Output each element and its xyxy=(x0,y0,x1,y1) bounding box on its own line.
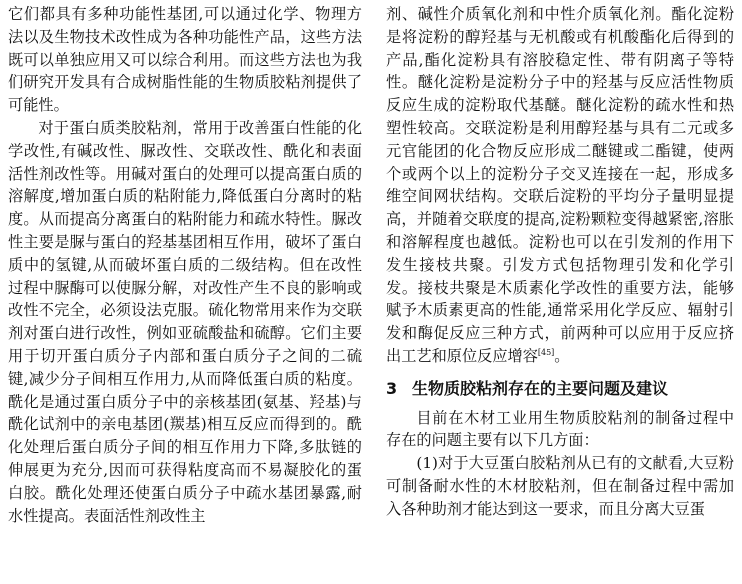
left-column xyxy=(8,3,362,527)
section-title: 生物质胶粘剂存在的主要问题及建议 xyxy=(412,378,669,398)
left-paragraph-2: 对于蛋白质类胶粘剂，常用于改善蛋白性能的化学改性,有碱改性、脲改性、交联改性、酰化和表面活性剂改性等。用碱对蛋白的处理可以提高蛋白质的溶解度,增加蛋白质的粘附能力,降低蛋白分离时的粘度。从而提高分离蛋白的粘附能力和疏水特性。脲改性主要是脲与蛋白的羟基基团相互作用，破坏了蛋白质中的氢键,从而破坏蛋白质的二级结构。但在改性过程中脲酶可以使脲分解，对改性产生不良的影响或改性不完全，必须设法克服。硫化物常用来作为交联剂对蛋白进行改性，例如亚硫酸盐和硫醇。它们主要用于切开蛋白质分子内部和蛋白质分子之间的二硫键,减少分子间相互作用力,从而降低蛋白质的粘度。酰化是通过蛋白质分子中的亲核基团(氨基、羟基)与酰化试剂中的亲电基团(羰基)相互反应而得到的。酰化处理后蛋白质分子间的相互作用力下降,多肽链的伸展更为充分,因而可获得粘度高而不易凝胶化的蛋白胶。酰化处理还使蛋白质分子中疏水基团暴露,耐水性提高。表面活性剂改性主 xyxy=(8,118,362,525)
section-number: 3 xyxy=(386,378,398,398)
right-paragraph-1 xyxy=(386,3,734,368)
right-paragraph-3: (1)对于大豆蛋白胶粘剂从已有的文献看,大豆粉可制备耐水性的木材胶粘剂，但在制备过程中需加入各种助剂才能达到这一要求，而且分离大豆蛋 xyxy=(386,454,734,518)
left-paragraph-1: 它们都具有多种功能性基团,可以通过化学、物理方法以及生物技术改性成为各种功能性产品，这些方法既可以单独应用又可以综合利用。而这些方法也为我们研究开发具有合成树脂性能的生物质胶粘剂提供了可能性。 xyxy=(8,5,362,115)
right-paragraph-2: 目前在木材工业用生物质胶粘剂的制备过程中存在的问题主要有以下几方面： xyxy=(386,408,734,450)
section-heading xyxy=(386,378,734,401)
right-paragraph-1-text: 剂、碱性介质氧化剂和中性介质氧化剂。酯化淀粉是将淀粉的醇羟基与无机酸或有机酸酯化后得到的产品,酯化淀粉具有溶胶稳定性、带有阴离子等特性。醚化淀粉是淀粉分子中的羟基与反应活性物质反应生成的淀粉取代基醚。醚化淀粉的疏水性和热塑性较高。交联淀粉是利用醇羟基与具有二元或多元官能团的化合物反应形成二醚键或二酯键，使两个或两个以上的淀粉分子交叉连接在一起，形成多维空间网状结构。交联后淀粉的平均分子量明显提高，并随着交联度的提高,淀粉颗粒变得越紧密,溶胀和溶解程度也越低。淀粉也可以在引发剂的作用下发生接枝共聚。引发方式包括物理引发和化学引发。接枝共聚是木质素化学改性的重要方法，能够赋予木质素更高的性能,通常采用化学反应、辐射引发和酶促反应三种方式，前两种可以应用于反应挤出工艺和原位反应增容 xyxy=(386,5,734,365)
citation-45: [45] xyxy=(537,347,555,357)
right-paragraph-1-end: 。 xyxy=(554,346,570,365)
right-column xyxy=(386,3,734,521)
